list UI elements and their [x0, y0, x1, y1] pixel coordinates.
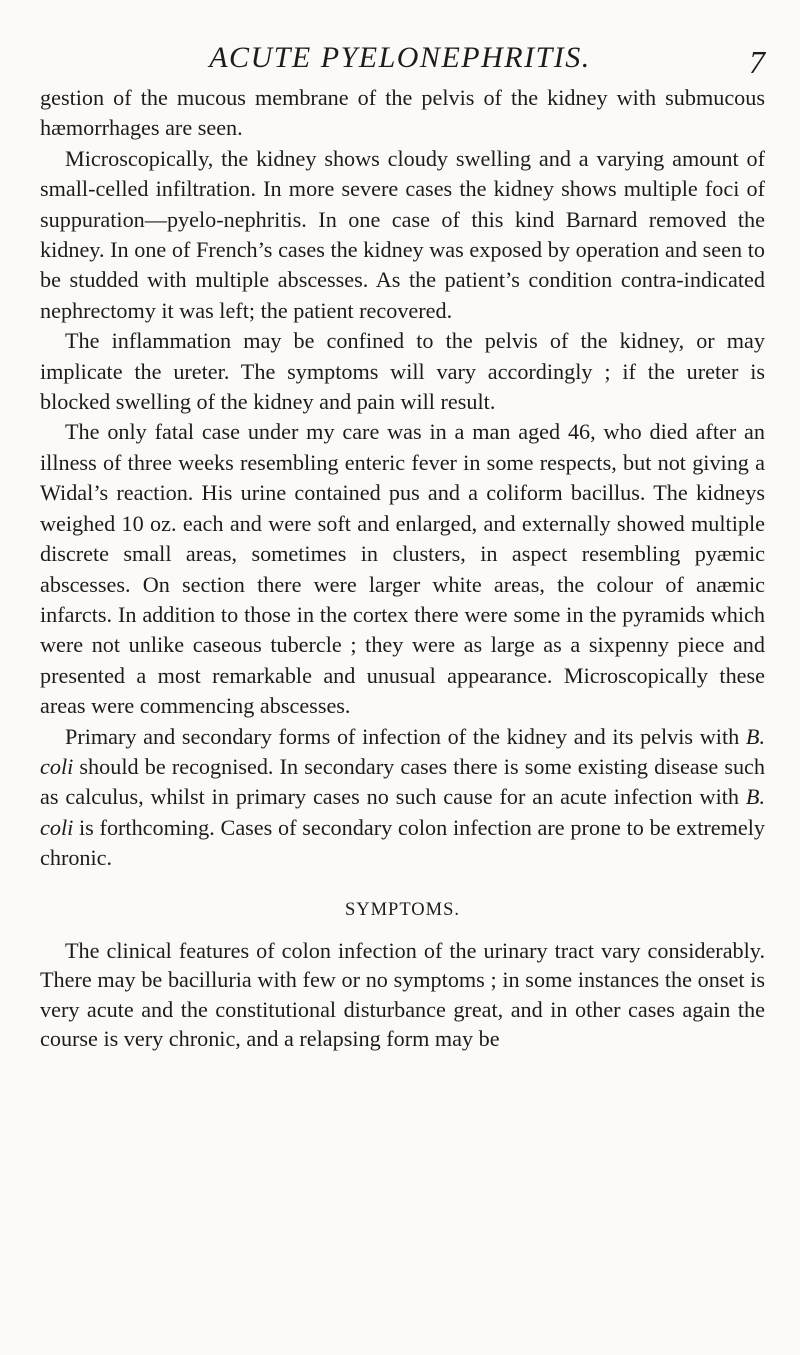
paragraph-symptoms: The clinical features of colon infection of the urinary tract vary considerably. There may be bacilluria with few or no symptoms ; in some instances the onset is very acute and the constitutional disturbance great, and in other cases again the course is very chronic, and a relapsing form may be [40, 937, 765, 1052]
text-segment: Primary and secondary forms of infection of the kidney and its pelvis with [65, 723, 746, 749]
text-segment: is forthcoming. Cases of secondary colon infection are prone to be extremely chronic. [40, 814, 765, 871]
running-title: ACUTE PYELONEPHRITIS. [209, 41, 591, 74]
paragraph-continuation: gestion of the mucous membrane of the pelvis of the kidney with submucous hæmorrhages are seen. [40, 85, 765, 141]
paragraph-fatal-case: The only fatal case under my care was in a man aged 46, who died after an illness of three weeks resembling enteric fever in some respects, but not giving a Widal’s reaction. His urine contained pus and a coliform bacillus. The kidneys weighed 10 oz. each and were soft and enlarged, and externally showed multiple discrete small areas, sometimes in clusters, in aspect resembling pyæmic abscesses. On section there were larger white areas, the colour of anæmic infarcts. In addition to those in the cortex there were some in the pyramids which were not unlike caseous tubercle ; they were as large as a sixpenny piece and presented a most remarkable and unusual appearance. Microscopically these areas were commencing abscesses. [40, 419, 765, 719]
paragraph-inflammation-extent: The inflammation may be confined to the pelvis of the kidney, or may implicate the ureter. The symptoms will vary accordingly ; if the ureter is blocked swelling of the kidney and pain will result. [40, 328, 765, 415]
section-heading-symptoms: SYMPTOMS. [344, 899, 461, 920]
running-head [0, 36, 800, 80]
organism-name: B. coli [40, 784, 765, 840]
page-number: 7 [749, 44, 765, 80]
text-segment: should be recognised. In secondary cases there is some existing disease such as calculus, whilst in primary cases no such cause for an acute infection with [40, 753, 765, 810]
organism-name: B. coli [40, 723, 765, 779]
paragraph-microscopic-findings: Microscopically, the kidney shows cloudy swelling and a varying amount of small-celled infiltration. In more severe cases the kidney shows multiple foci of suppuration—pyelo-nephritis. In one case of this kind Barnard removed the kidney. In one of French’s cases the kidney was exposed by operation and seen to be studded with multiple abscesses. As the patient’s condition contra-indicated nephrectomy it was left; the patient recovered. [40, 145, 765, 323]
paragraph-infection-forms [40, 722, 765, 874]
body-text [40, 83, 765, 1054]
